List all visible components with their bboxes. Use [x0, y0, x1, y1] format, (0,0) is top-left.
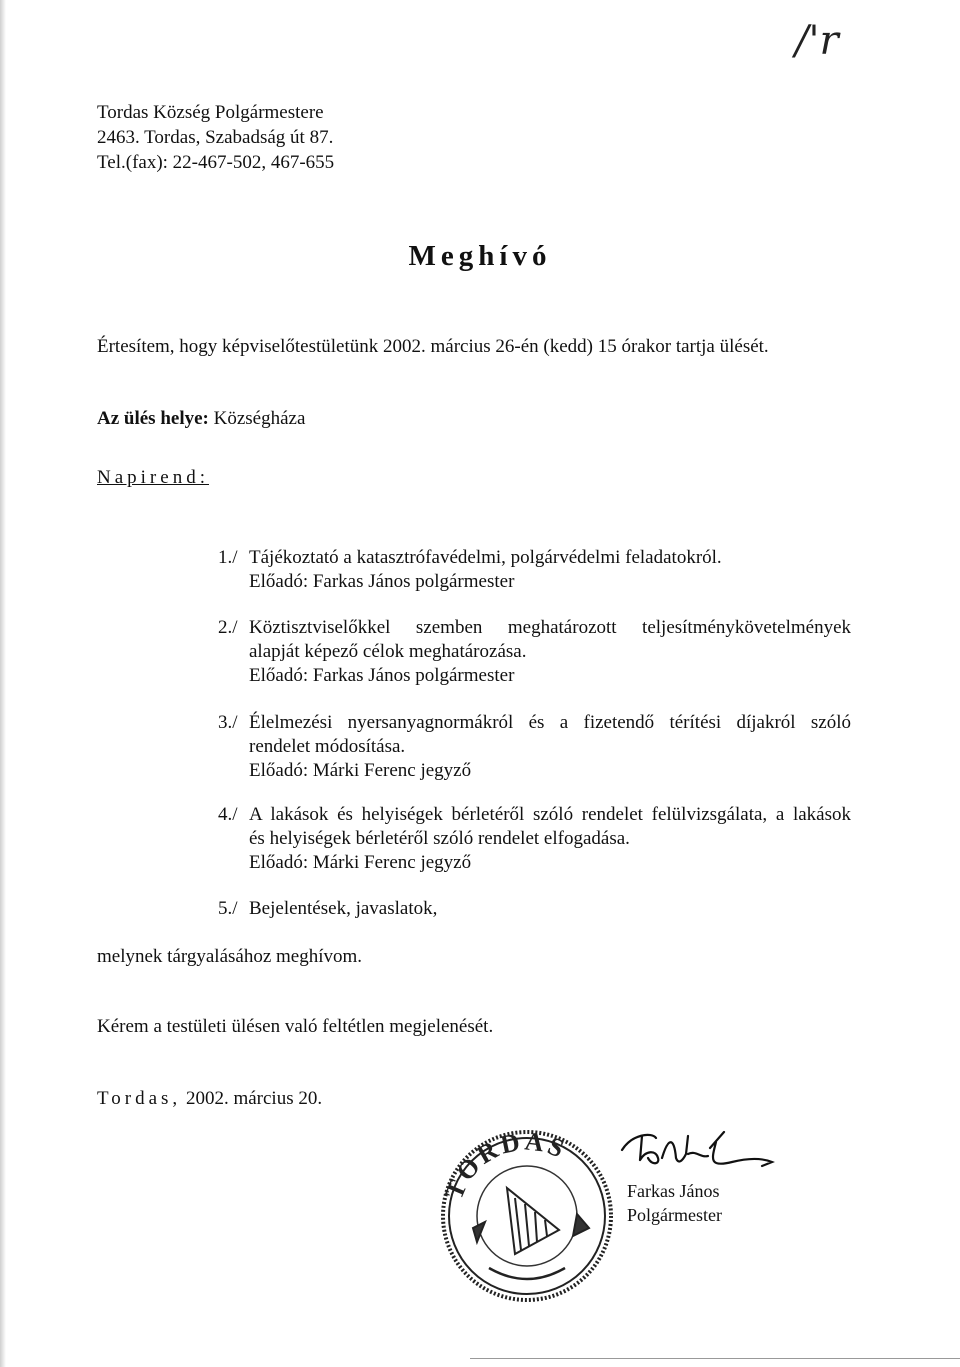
agenda-item-presenter: Előadó: Márki Ferenc jegyző	[249, 852, 472, 873]
corner-handwritten-mark: /'r	[795, 18, 839, 64]
closing-invitation: melynek tárgyalásához meghívom.	[97, 946, 363, 967]
agenda-item-1	[218, 546, 851, 594]
agenda-item-text: Bejelentések, javaslatok,	[249, 898, 438, 919]
agenda-item-number: 5./	[218, 898, 238, 919]
intro-text: Értesítem, hogy képviselőtestületünk 2002. március 26-én (kedd) 15 órakor tartja ülését.	[97, 336, 769, 357]
sender-name: Tordas Község Polgármestere	[97, 102, 324, 123]
bottom-scan-line	[470, 1358, 960, 1359]
agenda-item-text: Élelmezési nyersanyagnormákról és a fizetendő térítési díjakról szóló	[249, 712, 851, 733]
place: Tordas,	[97, 1088, 182, 1109]
venue-value: Községháza	[213, 408, 306, 429]
place-date	[97, 1087, 322, 1111]
agenda-item-presenter: Előadó: Márki Ferenc jegyző	[249, 760, 472, 781]
agenda-item-text-cont: rendelet módosítása.	[249, 736, 406, 757]
agenda-item-presenter: Előadó: Farkas János polgármester	[249, 665, 515, 686]
agenda-heading: Napirend:	[97, 467, 209, 488]
agenda-item-number: 1./	[218, 547, 238, 568]
sender-address: 2463. Tordas, Szabadság út 87.	[97, 127, 334, 148]
agenda-item-text: Köztisztviselőkkel szemben meghatározott teljesítménykövetelmények	[249, 617, 851, 638]
document-title: Meghívó	[408, 240, 552, 272]
agenda-item-text-cont: alapját képező célok meghatározása.	[249, 641, 527, 662]
venue-label: Az ülés helye:	[97, 408, 209, 429]
agenda-item-presenter: Előadó: Farkas János polgármester	[249, 571, 515, 592]
agenda-item-3	[218, 711, 851, 783]
handwritten-signature	[612, 1128, 782, 1178]
agenda-item-2	[218, 616, 851, 688]
signatory-name: Farkas János	[627, 1181, 720, 1201]
agenda-item-text-cont: és helyiségek bérletéről szóló rendelet elfogadása.	[249, 828, 630, 849]
agenda-item-text: Tájékoztató a katasztrófavédelmi, polgárvédelmi feladatokról.	[249, 547, 722, 568]
venue	[97, 407, 305, 431]
agenda-item-number: 2./	[218, 617, 238, 638]
agenda-item-4	[218, 803, 851, 875]
signatory-role: Polgármester	[627, 1205, 722, 1225]
agenda-item-number: 3./	[218, 712, 238, 733]
agenda-item-5	[218, 897, 851, 921]
closing-request: Kérem a testületi ülésen való feltétlen megjelenését.	[97, 1016, 494, 1037]
agenda-item-number: 4./	[218, 804, 238, 825]
sender-phone: Tel.(fax): 22-467-502, 467-655	[97, 152, 335, 173]
svg-text:TORDAS: TORDAS	[439, 1126, 571, 1204]
scan-edge-shadow	[0, 0, 6, 1367]
official-stamp	[437, 1118, 617, 1308]
date: 2002. március 20.	[185, 1088, 323, 1109]
agenda-item-text: A lakások és helyiségek bérletéről szóló rendelet felülvizsgálata, a lakások	[249, 804, 851, 825]
